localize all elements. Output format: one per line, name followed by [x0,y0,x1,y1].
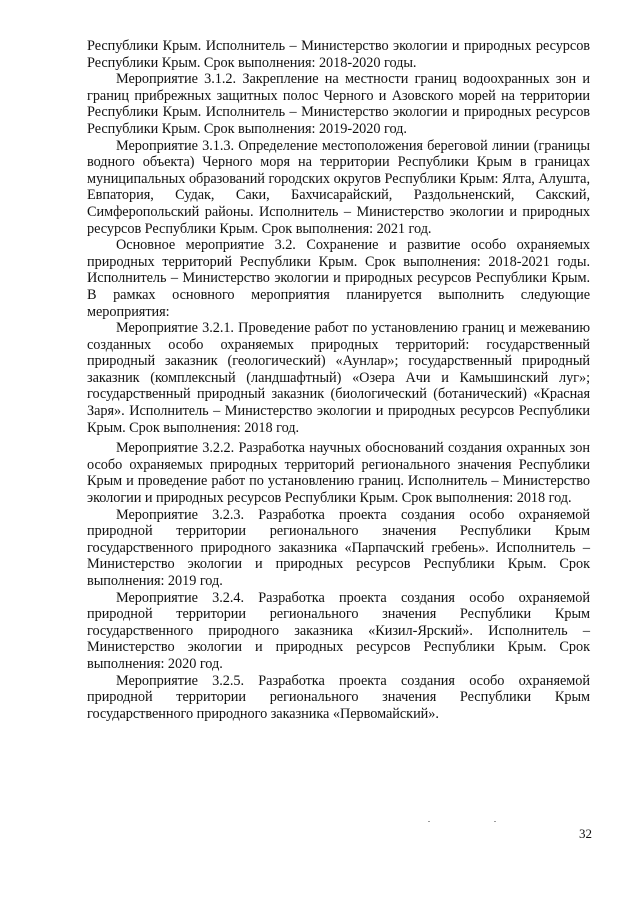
paragraph-4: Основное мероприятие 3.2. Сохранение и развитие особо охраняемых природных территорий Республики Крым. Срок выполнения: 2018-2021 годы. Исполнитель – Министерство экологии и природных ресурсов Республики Крым. В рамках основного мероприятия планируется выполнить следующие мероприятия: [87,237,590,320]
paragraph-1: Республики Крым. Исполнитель – Министерство экологии и природных ресурсов Республики Крым. Срок выполнения: 2018-2020 годы. [87,38,590,71]
document-body [87,38,590,722]
paragraph-6: Мероприятие 3.2.2. Разработка научных обоснований создания охранных зон особо охраняемых природных территорий регионального значения Республики Крым и проведение работ по установлению границ. Исполнитель – Министерство экологии и природных ресурсов Республики Крым. Срок выполнения: 2018 год. [87,440,590,507]
paragraph-7: Мероприятие 3.2.3. Разработка проекта создания особо охраняемой природной территории регионального значения Республики Крым государственного природного заказника «Парпачский гребень». Исполнитель – Министерство экологии и природных ресурсов Республики Крым. Срок выполнения: 2019 год. [87,506,590,589]
page-number: 32 [579,826,592,841]
paragraph-2: Мероприятие 3.1.2. Закрепление на местности границ водоохранных зон и границ прибрежных защитных полос Черного и Азовского морей на территории Республики Крым. Исполнитель – Министерство экологии и природных ресурсов Республики Крым. Срок выполнения: 2019-2020 год. [87,71,590,137]
paragraph-3: Мероприятие 3.1.3. Определение местоположения береговой линии (границы водного объекта) Черного моря на территории Республики Крым в границах муниципальных образований городских округов Республики Крым: Ялта, Алушта, Евпатория, Судак, Саки, Бахчисарайский, Раздольненский, Сакский, Симферопольский районы. Исполнитель – Министерство экологии и природных ресурсов Республики Крым. Срок выполнения: 2021 год. [87,137,590,237]
scan-speck [494,821,496,822]
paragraph-8: Мероприятие 3.2.4. Разработка проекта создания особо охраняемой природной территории регионального значения Республики Крым государственного природного заказника «Кизил-Ярский». Исполнитель – Министерство экологии и природных ресурсов Республики Крым. Срок выполнения: 2020 год. [87,589,590,672]
paragraph-5: Мероприятие 3.2.1. Проведение работ по установлению границ и межеванию созданных особо охраняемых природных территорий: государственный природный заказник (геологический) «Аунлар»; государственный природный заказник (комплексный (ландшафтный) «Озера Ачи и Камышинский луг»; государственный природный заказник (биологический (ботанический) «Красная Заря». Исполнитель – Министерство экологии и природных ресурсов Республики Крым. Срок выполнения: 2018 год. [87,320,590,436]
scan-speck [428,821,430,822]
paragraph-9: Мероприятие 3.2.5. Разработка проекта создания особо охраняемой природной территории регионального значения Республики Крым государственного природного заказника «Первомайский». [87,672,590,722]
